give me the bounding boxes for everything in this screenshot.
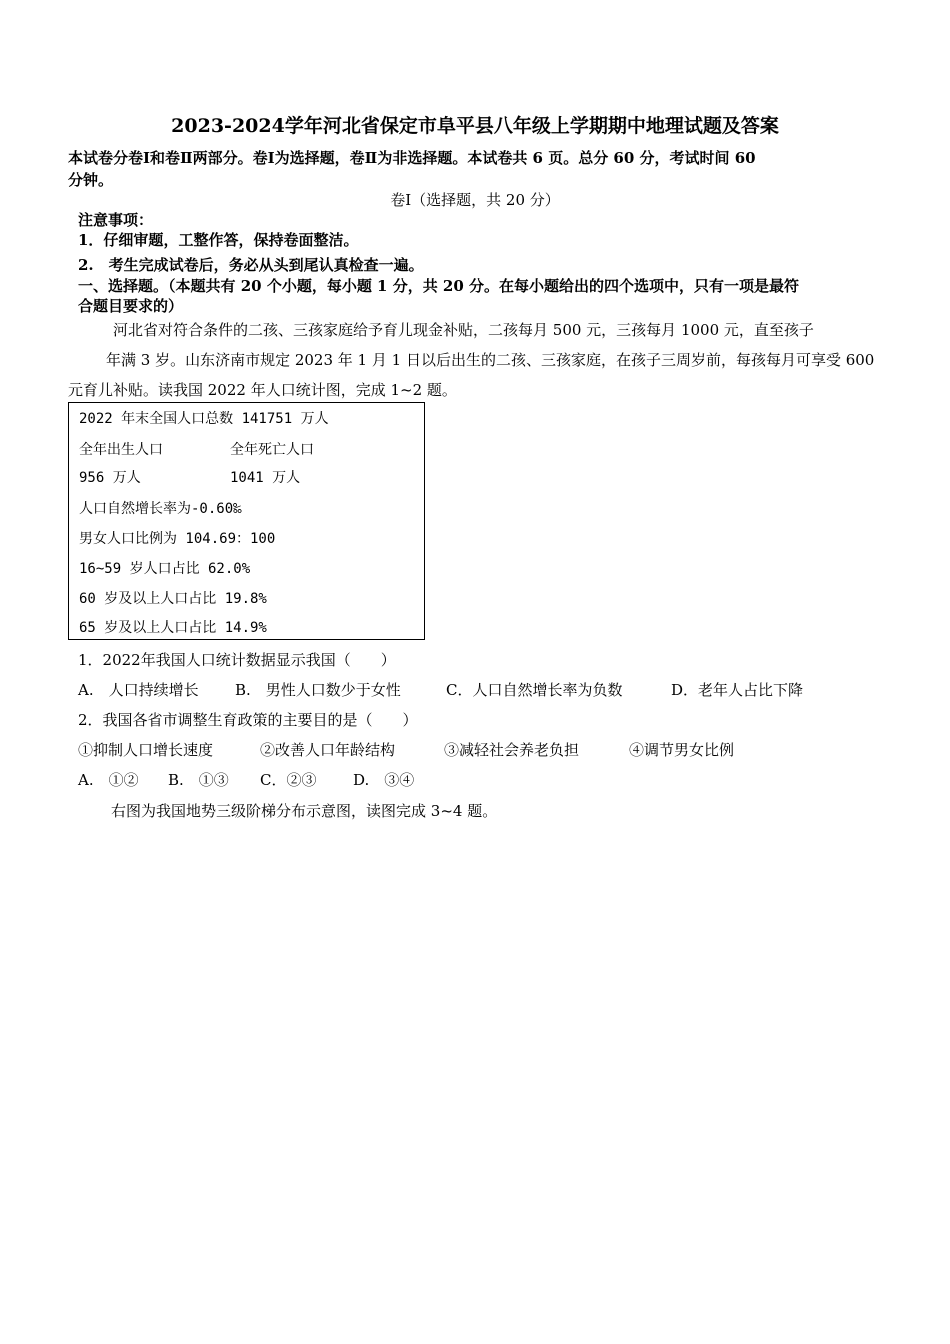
notice-item-1: 1．仔细审题，工整作答，保持卷面整洁。	[78, 231, 359, 249]
stat-birth-value: 956 万人	[79, 470, 141, 486]
section-title: 卷Ⅰ（选择题，共 20 分）	[390, 191, 560, 209]
stat-death-value: 1041 万人	[230, 470, 301, 486]
question-1-option-d: D．老年人占比下降	[671, 681, 804, 699]
intro-line-1: 本试卷分卷Ⅰ和卷Ⅱ两部分。卷Ⅰ为选择题，卷Ⅱ为非选择题。本试卷共 6 页。总分 60 分，考试时间 60	[68, 149, 756, 167]
question-2-option-b: B. ①③	[168, 771, 229, 789]
population-stats-box	[68, 402, 425, 640]
question-1-option-b: B. 男性人口数少于女性	[235, 681, 401, 699]
question-2-option-a: A. ①②	[78, 771, 139, 789]
stat-age-16-59: 16~59 岁人口占比 62.0%	[79, 561, 251, 577]
question-1-option-a: A. 人口持续增长	[78, 681, 199, 699]
question-2-item-3: ③减轻社会养老负担	[444, 741, 580, 759]
intro-line-2: 分钟。	[68, 171, 114, 189]
stat-birth-label: 全年出生人口	[79, 442, 163, 458]
question-3-intro: 右图为我国地势三级阶梯分布示意图，读图完成 3~4 题。	[111, 802, 498, 820]
question-2-stem: 2．我国各省市调整生育政策的主要目的是（ ）	[78, 711, 418, 729]
passage-line-3: 元育儿补贴。读我国 2022 年人口统计图，完成 1~2 题。	[68, 381, 457, 399]
part1-heading-line-2: 合题目要求的）	[78, 297, 184, 315]
passage-line-1: 河北省对符合条件的二孩、三孩家庭给予育儿现金补贴，二孩每月 500 元，三孩每月 1000 元，直至孩子	[113, 321, 814, 339]
stat-growth-rate: 人口自然增长率为-0.60‰	[79, 501, 242, 517]
question-2-item-1: ①抑制人口增长速度	[78, 741, 214, 759]
question-1-option-c: C．人口自然增长率为负数	[446, 681, 623, 699]
part1-heading-line-1: 一、选择题。（本题共有 20 个小题，每小题 1 分，共 20 分。在每小题给出的四个选项中，只有一项是最符	[78, 277, 800, 295]
notice-heading: 注意事项：	[78, 211, 154, 229]
passage-line-2: 年满 3 岁。山东济南市规定 2023 年 1 月 1 日以后出生的二孩、三孩家庭，在孩子三周岁前，每孩每月可享受 600	[106, 351, 875, 369]
question-1-stem: 1．2022年我国人口统计数据显示我国（ ）	[78, 651, 396, 669]
stat-age-65-plus: 65 岁及以上人口占比 14.9%	[79, 620, 267, 636]
question-2-item-2: ②改善人口年龄结构	[260, 741, 396, 759]
document-title: 2023-2024学年河北省保定市阜平县八年级上学期期中地理试题及答案	[171, 115, 779, 137]
stat-sex-ratio: 男女人口比例为 104.69：100	[79, 531, 276, 547]
notice-item-2: 2. 考生完成试卷后，务必从头到尾认真检查一遍。	[78, 256, 424, 274]
question-2-option-d: D. ③④	[353, 771, 415, 789]
stat-death-label: 全年死亡人口	[230, 442, 314, 458]
question-2-item-4: ④调节男女比例	[629, 741, 735, 759]
stat-total-population: 2022 年末全国人口总数 141751 万人	[79, 411, 329, 427]
question-2-option-c: C．②③	[260, 771, 317, 789]
stat-age-60-plus: 60 岁及以上人口占比 19.8%	[79, 591, 267, 607]
